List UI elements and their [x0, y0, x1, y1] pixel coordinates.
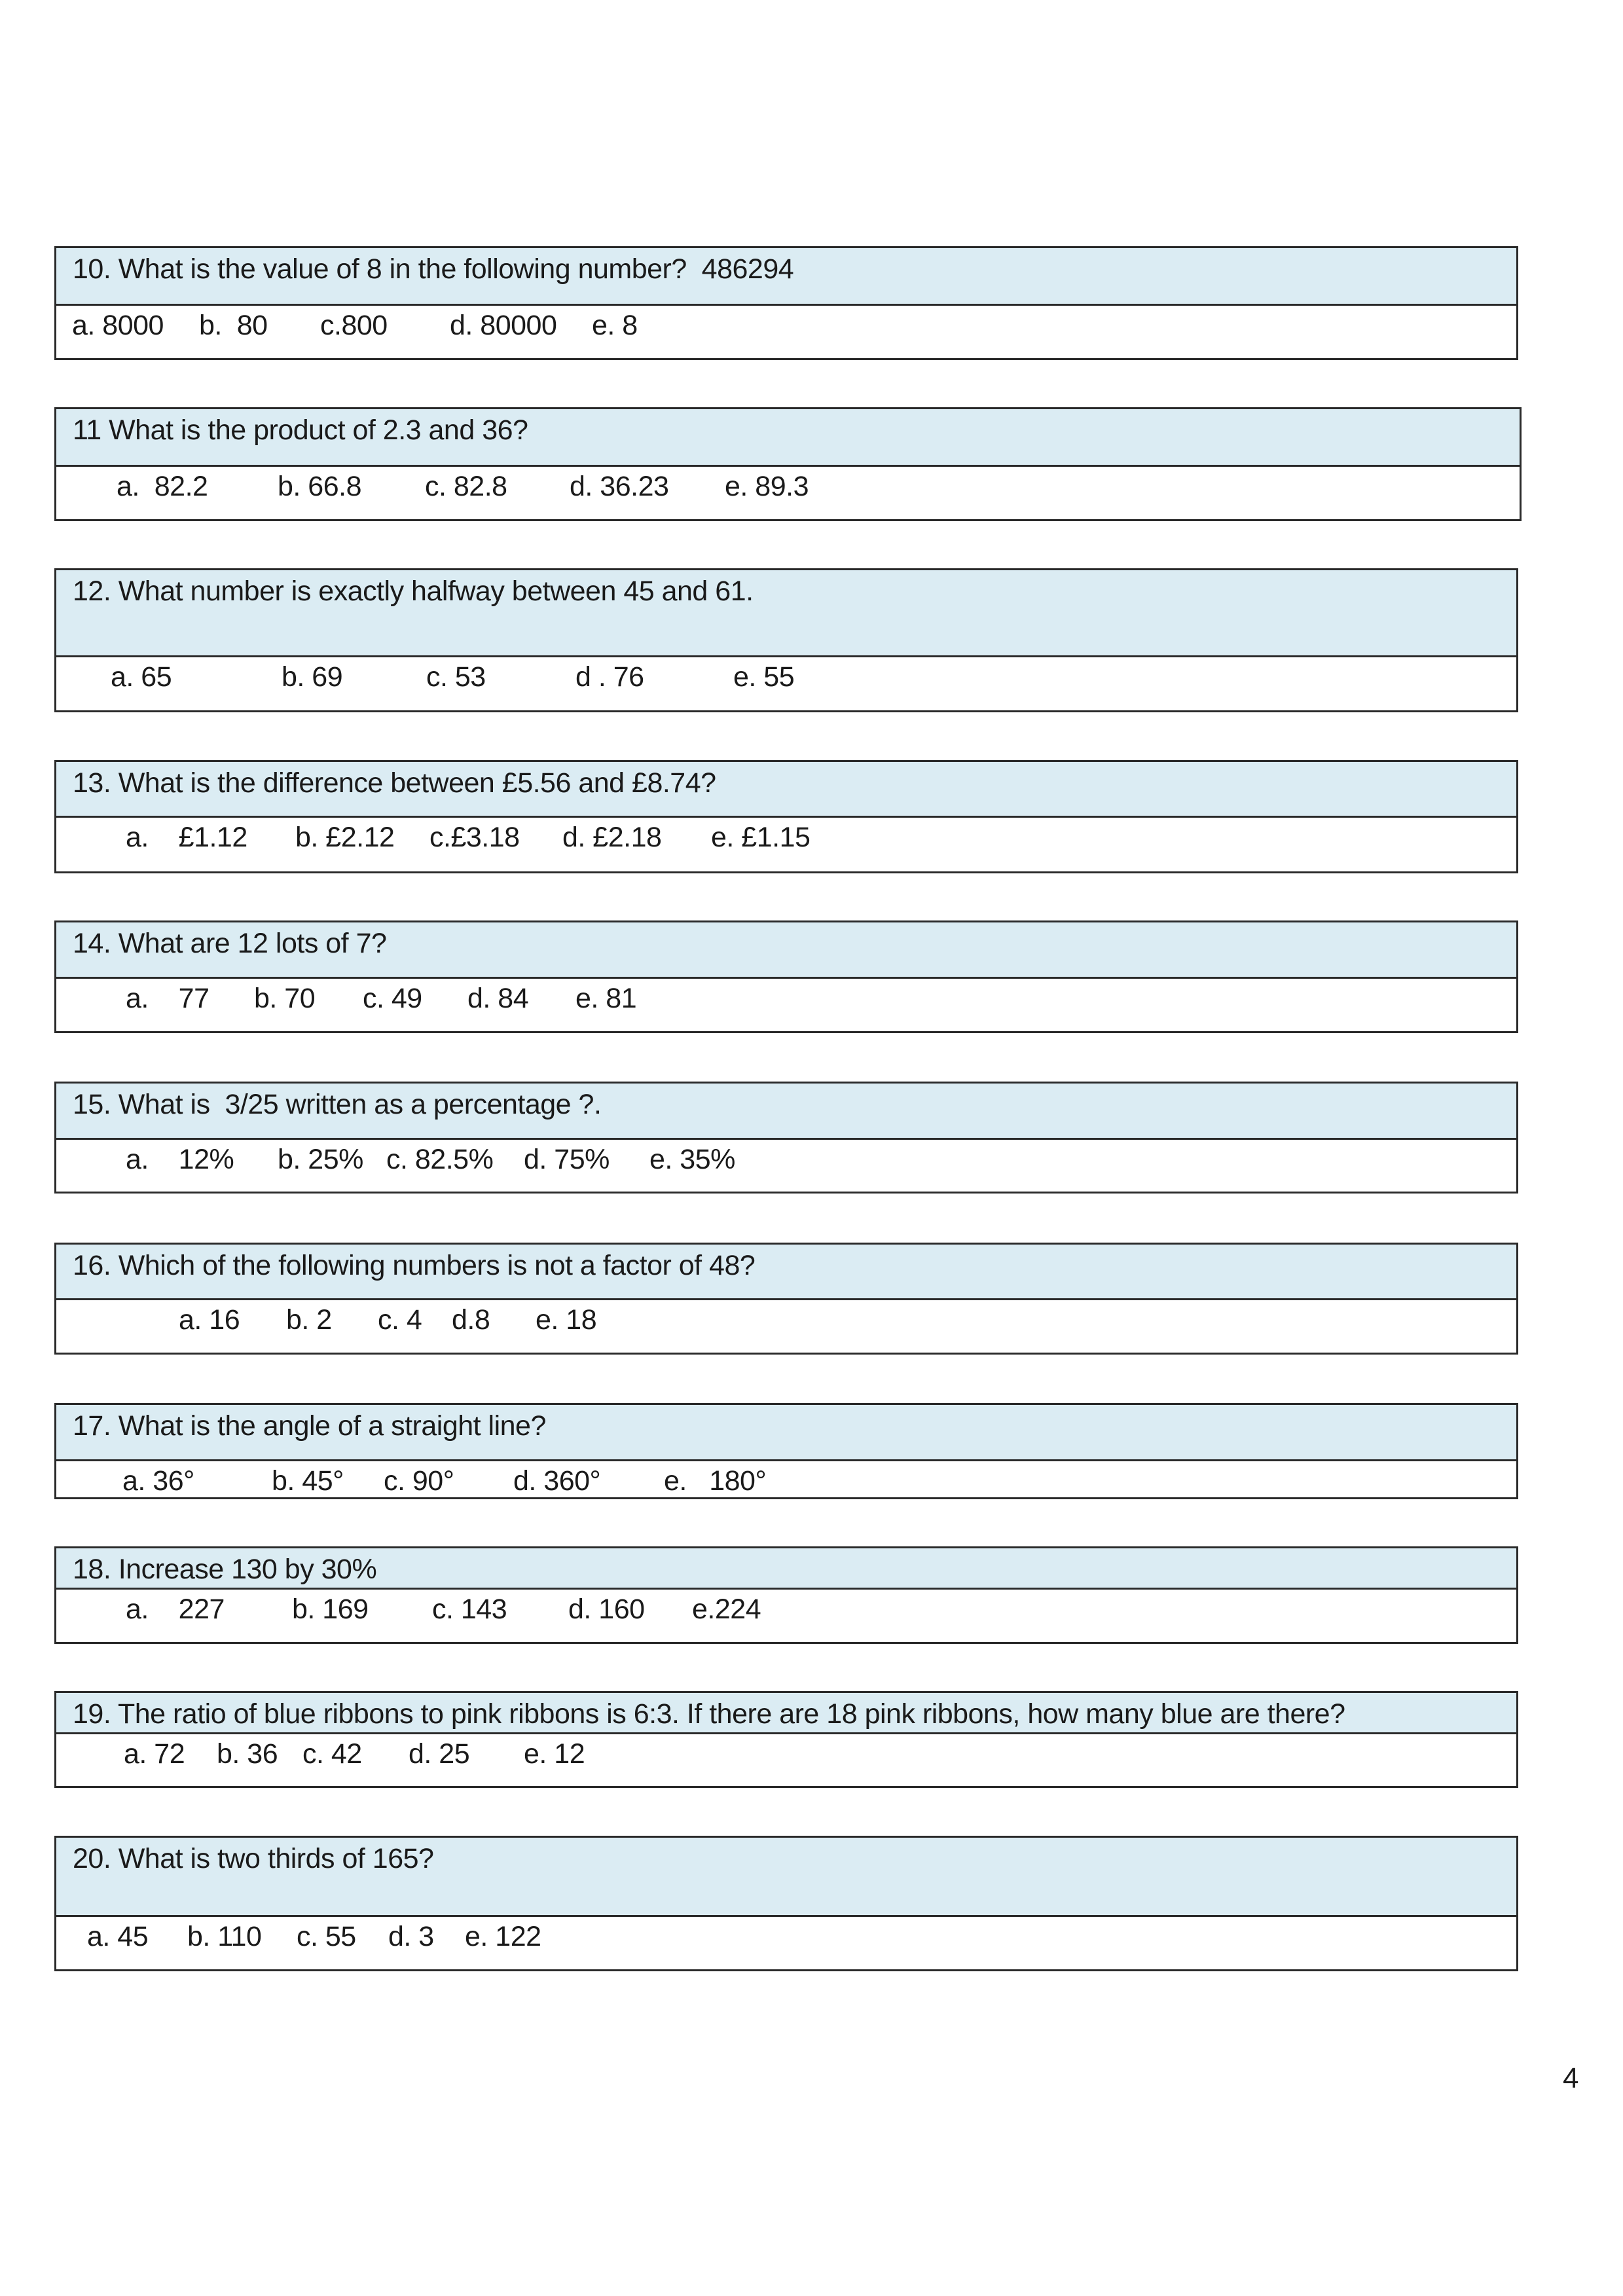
answer-option: d . 76: [575, 661, 644, 693]
question-text: 18. Increase 130 by 30%: [73, 1554, 377, 1585]
answer-option: e. 180°: [664, 1465, 767, 1497]
answer-option: a. 12%: [126, 1144, 234, 1175]
answer-option: e. £1.15: [711, 822, 811, 853]
answer-option: d. 36.23: [570, 471, 669, 502]
question-box: [54, 1082, 1518, 1194]
question-text: 12. What number is exactly halfway between 45 and 61.: [73, 575, 754, 607]
answer-option: c. 55: [297, 1921, 356, 1952]
answer-option: a. 36°: [122, 1465, 194, 1497]
answer-option: c. 42: [302, 1738, 362, 1770]
question-header: [56, 922, 1516, 979]
answer-option: e. 89.3: [725, 471, 809, 502]
question-text: 13. What is the difference between £5.56 and £8.74?: [73, 767, 716, 799]
answer-option: b. £2.12: [295, 822, 395, 853]
answer-option: b. 80: [199, 310, 268, 341]
answer-option: c. 82.8: [425, 471, 507, 502]
answer-option: d. 84: [467, 983, 529, 1014]
answer-option: d. 160: [568, 1594, 645, 1625]
question-header: [56, 1548, 1516, 1590]
answer-option: d. 3: [388, 1921, 434, 1952]
question-box: [54, 1403, 1518, 1499]
answer-option: c.£3.18: [429, 822, 520, 853]
question-box: [54, 246, 1518, 360]
answer-option: a. 77: [126, 983, 210, 1014]
question-box: [54, 1546, 1518, 1644]
answer-option: d. 75%: [524, 1144, 610, 1175]
question-header: [56, 1084, 1516, 1140]
question-header: [56, 1838, 1516, 1917]
question-header: [56, 1245, 1516, 1300]
question-box: [54, 568, 1518, 712]
answer-option: e. 18: [536, 1304, 597, 1336]
question-text: 10. What is the value of 8 in the following number? 486294: [73, 253, 794, 285]
answer-option: a. 65: [111, 661, 172, 693]
answer-option: c. 4: [378, 1304, 422, 1336]
answer-option: e. 35%: [649, 1144, 735, 1175]
answer-option: a. £1.12: [126, 822, 247, 853]
question-text: 19. The ratio of blue ribbons to pink ribbons is 6:3. If there are 18 pink ribbons, how many blue are there?: [73, 1698, 1345, 1730]
answer-option: b. 36: [217, 1738, 278, 1770]
question-box: [54, 1836, 1518, 1971]
answer-option: a. 72: [124, 1738, 185, 1770]
question-text: 20. What is two thirds of 165?: [73, 1843, 434, 1874]
answer-option: a. 82.2: [117, 471, 208, 502]
answer-option: d.8: [452, 1304, 490, 1336]
answer-option: b. 45°: [272, 1465, 344, 1497]
question-header: [56, 248, 1516, 306]
question-box: [54, 1243, 1518, 1355]
answer-option: b. 66.8: [278, 471, 361, 502]
question-text: 15. What is 3/25 written as a percentage ?.: [73, 1089, 602, 1120]
question-header: [56, 570, 1516, 657]
answer-option: e. 8: [592, 310, 638, 341]
answer-option: b. 169: [292, 1594, 369, 1625]
answer-option: c.800: [320, 310, 388, 341]
answer-option: c. 82.5%: [386, 1144, 494, 1175]
answer-option: a. 16: [179, 1304, 240, 1336]
answer-option: d. 360°: [513, 1465, 601, 1497]
answer-option: b. 110: [187, 1921, 262, 1952]
question-header: [56, 409, 1520, 467]
answer-option: a. 227: [126, 1594, 225, 1625]
question-box: [54, 407, 1522, 521]
answer-option: c. 53: [426, 661, 486, 693]
answer-option: e.224: [692, 1594, 761, 1625]
question-header: [56, 1693, 1516, 1734]
question-header: [56, 1405, 1516, 1461]
question-box: [54, 760, 1518, 873]
answer-option: d. 25: [409, 1738, 470, 1770]
answer-option: e. 12: [524, 1738, 585, 1770]
answer-option: b. 69: [282, 661, 343, 693]
answer-option: c. 90°: [384, 1465, 454, 1497]
question-header: [56, 762, 1516, 818]
answer-option: e. 81: [575, 983, 637, 1014]
question-text: 16. Which of the following numbers is not a factor of 48?: [73, 1250, 756, 1281]
question-text: 17. What is the angle of a straight line?: [73, 1410, 546, 1442]
answer-option: a. 45: [87, 1921, 149, 1952]
question-text: 11 What is the product of 2.3 and 36?: [73, 414, 528, 446]
answer-option: c. 49: [363, 983, 422, 1014]
answer-option: d. £2.18: [562, 822, 662, 853]
answer-option: c. 143: [432, 1594, 507, 1625]
page-number: 4: [1563, 2062, 1579, 2094]
answer-option: e. 122: [465, 1921, 541, 1952]
answer-option: e. 55: [733, 661, 795, 693]
answer-option: b. 70: [254, 983, 316, 1014]
answer-option: d. 80000: [450, 310, 557, 341]
question-text: 14. What are 12 lots of 7?: [73, 928, 387, 959]
answer-option: b. 2: [286, 1304, 332, 1336]
answer-option: a. 8000: [72, 310, 164, 341]
question-box: [54, 920, 1518, 1033]
answer-option: b. 25%: [278, 1144, 363, 1175]
question-box: [54, 1691, 1518, 1788]
